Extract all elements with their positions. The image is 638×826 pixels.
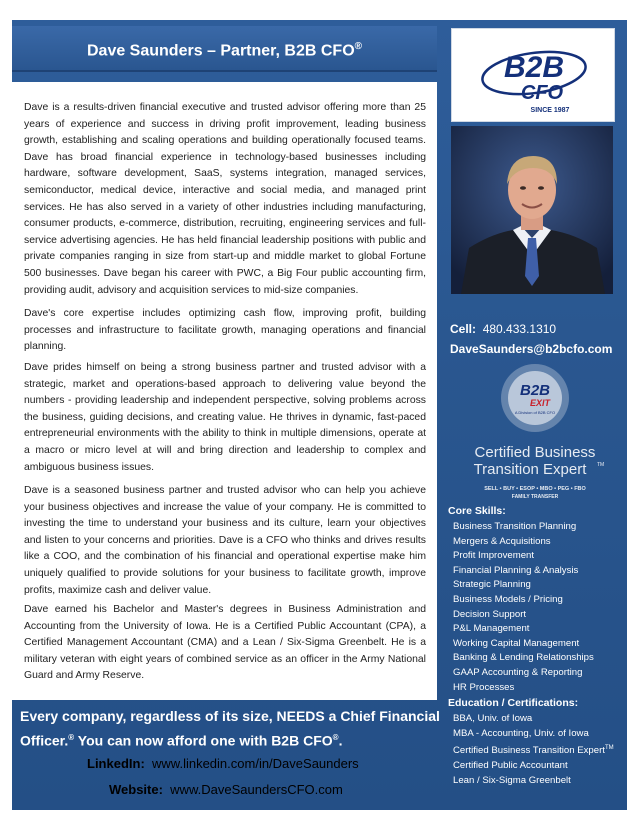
bio-paragraph-2: Dave's core expertise includes optimizing cash flow, improving profit, building processes and infrastructure to facilitate growth, managing operations and financial planning. (24, 308, 426, 353)
b2b-cfo-logo (451, 28, 615, 122)
badge-division: A Division of B2B CFO (514, 410, 556, 415)
core-skills-list (453, 520, 594, 695)
education-heading: Education / Certifications: (448, 697, 579, 709)
badge-family-transfer: FAMILY TRANSFER (511, 494, 559, 500)
core-skills-heading: Core Skills: (448, 505, 506, 517)
portrait-photo (451, 126, 613, 294)
website-line: Website: www.DaveSaundersCFO.com (109, 782, 343, 797)
list-item: GAAP Accounting & Reporting (453, 666, 583, 678)
list-item: Business Transition Planning (453, 521, 577, 532)
badge-brand: B2B (519, 382, 551, 399)
page-title: Dave Saunders – Partner, B2B CFO® (86, 41, 363, 60)
bio-paragraph-4: Dave is a seasoned business partner and trusted advisor who can help you achieve your business objectives and increase the value of your company. He is committed to investing the time to understand your business and its culture, learn your objectives and listen to your concerns and priorities. Dave is a CFO who thinks and drives results like a COO, and the combination of his financial and operational expertise make him uniquely qualified to provide solutions for your business to facilitate growth, improve profits, maximize cash and deliver value. (24, 485, 426, 596)
logo-brand-bottom: CFO (520, 82, 564, 104)
bio-paragraph-1: Dave is a results-driven financial executive and trusted advisor offering more than 25 years of experience and success in driving profit improvement, leading business growth, establishing and scaling operations and building operationally focused teams. Dave has broad financial experience in technology-based businesses including hardware, software development, SaaS, systems integration, managed services, semiconductor, medical device, interactive and social media, and managed print services. He has also served in a variety of other industries including manufacturing, consumer products, e-commerce, distribution, recruiting, engineering services and full-service advertising agencies. He has held financial leadership positions with public and private companies ranging in size from start-up and middle market to global Fortune 500 businesses. Dave began his career with PWC, a Big Four public accounting firm, providing audit, advisory and acquisition services to mid-size companies. (24, 102, 426, 296)
logo-brand-top: B2B (503, 51, 565, 84)
tagline: Every company, regardless of its size, NEEDS a Chief Financial Officer.® You can now afford one with B2B CFO®. (20, 708, 440, 749)
list-item: Lean / Six-Sigma Greenbelt (453, 774, 571, 786)
list-item: Mergers & Acquisitions (453, 535, 551, 547)
list-item: Business Models / Pricing (453, 593, 563, 605)
list-item: HR Processes (453, 681, 515, 693)
list-item: MBA - Accounting, Univ. of Iowa (453, 727, 589, 739)
list-item: Certified Public Accountant (453, 759, 568, 771)
education-list (453, 712, 614, 788)
list-item: Working Capital Management (453, 637, 580, 649)
list-item: Decision Support (453, 608, 527, 620)
badge-line1: Certified Business (474, 444, 596, 461)
bio-paragraph-5: Dave earned his Bachelor and Master's degrees in Business Administration and Accounting from the University of Iowa. He is a Certified Public Accountant (CPA), a Certified Management Accountant (CMA) and a Lean / Six-Sigma Greenbelt. He is a military veteran with eight years of combined service as an officer in the Army National Guard and Army Reserve. (24, 604, 426, 682)
email-address[interactable]: DaveSaunders@b2bcfo.com (450, 342, 613, 356)
logo-since: SINCE 1987 (530, 107, 570, 114)
certified-transition-expert-badge (456, 362, 614, 504)
website-link[interactable]: www.DaveSaundersCFO.com (170, 782, 343, 797)
badge-tm: TM (597, 462, 605, 468)
badge-exit: EXIT (529, 398, 551, 408)
badge-line2: Transition Expert (473, 461, 587, 478)
list-item: Certified Business Transition Expert™ (453, 745, 614, 757)
list-item: Strategic Planning (453, 579, 531, 591)
list-item: Banking & Lending Relationships (453, 652, 594, 664)
list-item: Financial Planning & Analysis (453, 564, 579, 576)
linkedin-link[interactable]: www.linkedin.com/in/DaveSaunders (152, 756, 359, 771)
list-item: P&L Management (453, 623, 530, 635)
cell-phone: Cell: 480.433.1310 (450, 322, 557, 336)
bio-paragraph-3: Dave prides himself on being a strong business partner and trusted advisor with a strategic, market and operations-based approach to delivering value beyond the numbers - providing leadership and independent perspective, solving problems across the business, guiding decisions, and creating value. He thrives in dynamic, fast-paced entrepreneurial environments with the ability to think in multiple dimensions, operate at a macro or micro level at will and bring direction and leadership to complex and ambiguous business issues. (24, 362, 426, 473)
linkedin-line: LinkedIn: www.linkedin.com/in/DaveSaunders (87, 756, 359, 771)
list-item: Profit Improvement (453, 550, 535, 562)
badge-services: SELL • BUY • ESOP • MBO • PEG • FBO (484, 486, 586, 492)
list-item: BBA, Univ. of Iowa (453, 713, 533, 724)
